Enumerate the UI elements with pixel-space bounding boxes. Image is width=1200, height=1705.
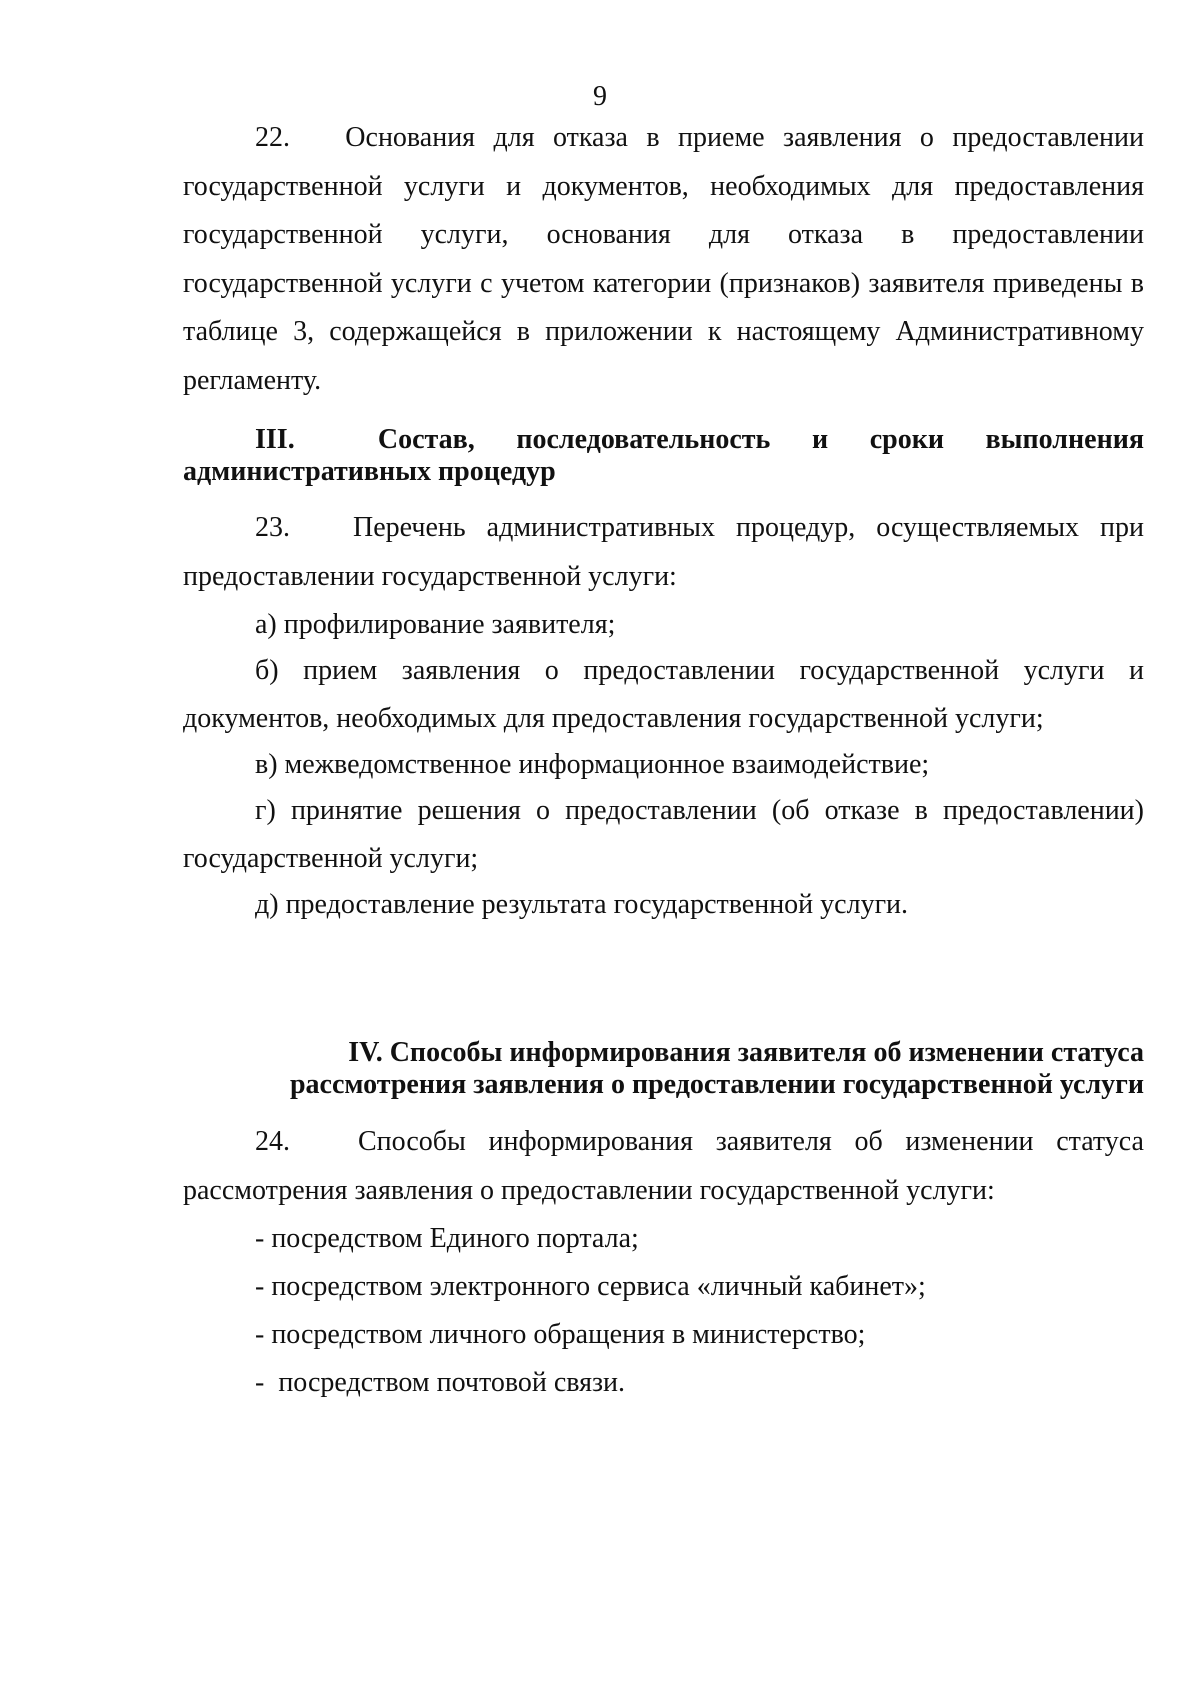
paragraph-22-block (183, 114, 1144, 405)
paragraph-24-block (183, 1118, 1144, 1407)
list-item: - посредством личного обращения в министерство; (255, 1319, 866, 1350)
list-item: б) прием заявления о предоставлении государственной услуги и документов, необходимых для предоставления государственной услуги; (183, 655, 1144, 734)
list-item: а) профилирование заявителя; (255, 609, 616, 640)
list-item: - посредством почтовой связи. (255, 1367, 626, 1398)
list-item: д) предоставление результата государственной услуги. (255, 889, 909, 920)
paragraph-22: 22. Основания для отказа в приеме заявления о предоставлении государственной услуги и документов, необходимых для предоставления государственной услуги, основания для отказа в предоставлении государственной услуги с учетом категории (признаков) заявителя приведены в таблице 3, содержащейся в приложении к настоящему Административному регламенту. (183, 122, 1144, 396)
list-item: г) принятие решения о предоставлении (об отказе в предоставлении) государственной услуги; (183, 795, 1144, 874)
paragraph-24-intro: 24. Способы информирования заявителя об изменении статуса рассмотрения заявления о предоставлении государственной услуги: (183, 1126, 1144, 1206)
list-item: - посредством Единого портала; (255, 1223, 639, 1254)
section-3-heading: III. Состав, последовательность и сроки выполнения административных процедур (183, 424, 1144, 487)
page-number: 9 (593, 81, 607, 112)
list-item: в) межведомственное информационное взаимодействие; (255, 749, 930, 780)
section-4-heading-line-2: рассмотрения заявления о предоставлении государственной услуги (289, 1069, 1144, 1100)
list-item: - посредством электронного сервиса «личный кабинет»; (255, 1271, 926, 1302)
paragraph-23-block (183, 504, 1144, 929)
paragraph-23-intro: 23. Перечень административных процедур, осуществляемых при предоставлении государственной услуги: (183, 512, 1144, 592)
section-4-heading (183, 1037, 1144, 1101)
section-4-heading-line-1: IV. Способы информирования заявителя об изменении статуса (348, 1037, 1144, 1068)
